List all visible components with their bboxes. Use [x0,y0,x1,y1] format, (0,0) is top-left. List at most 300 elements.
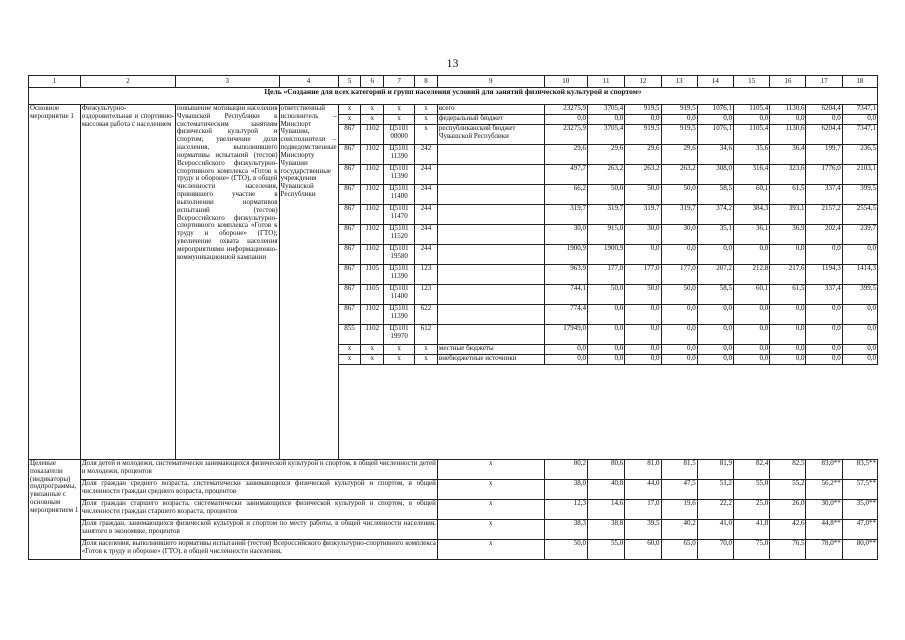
column-number: 11 [588,76,625,88]
column-number: 4 [279,76,338,88]
indicator-value: 80,0** [842,540,877,560]
indicator-value: 50,0 [544,540,587,560]
indicator-value: 19,6 [661,500,697,520]
indicator-value: 70,0 [697,540,733,560]
funding-source: республиканский бюджет Чувашской Республики [437,125,544,145]
amount-cell: 7347,1 [842,125,877,145]
target-article-code: Ц5101 00000 [384,125,415,145]
amount-cell: 34,6 [697,145,733,165]
section-code: 1105 [361,285,384,305]
amount-cell: 0,0 [588,305,625,325]
funding-source: федеральный бюджет [437,115,544,125]
target-article-code: Ц5101 11520 [384,225,415,245]
funding-source [437,225,544,245]
funding-source [437,265,544,285]
amount-cell: 29,6 [544,145,587,165]
amount-cell: 919,5 [661,105,697,115]
amount-cell: 0,0 [770,115,806,125]
amount-cell: 319,7 [588,205,625,225]
target-article-code: Ц5101 11390 [384,145,415,165]
amount-cell: 316,4 [734,165,770,185]
indicator-row [29,540,878,560]
amount-cell: 0,0 [588,115,625,125]
amount-cell: 0,0 [697,305,733,325]
funding-source: всего [437,105,544,115]
amount-cell: 202,4 [806,225,842,245]
amount-cell: 29,6 [625,145,661,165]
grbs-code: 867 [338,285,361,305]
amount-cell: 0,0 [661,115,697,125]
amount-cell: 399,5 [842,285,877,305]
grbs-code: 867 [338,185,361,205]
event-name: Основное мероприятие 1 [29,105,81,460]
expense-type-code: x [415,345,438,355]
amount-cell: 0,0 [842,245,877,265]
amount-cell: 50,0 [588,285,625,305]
indicator-value: 38,8 [588,520,625,540]
amount-cell: 0,0 [661,345,697,355]
amount-cell: 0,0 [625,245,661,265]
column-number: 10 [544,76,587,88]
amount-cell: 50,0 [625,185,661,205]
amount-cell: 0,0 [770,355,806,365]
amount-cell: 6204,4 [806,125,842,145]
amount-cell: 1776,0 [806,165,842,185]
indicator-value: 55,0 [588,540,625,560]
amount-cell: 35,1 [697,225,733,245]
expense-type-code: x [415,125,438,145]
section-code: 1102 [361,185,384,205]
section-code: 1102 [361,225,384,245]
indicator-value: 76,5 [770,540,806,560]
amount-cell: 0,0 [734,245,770,265]
indicator-x: x [437,500,544,520]
amount-cell: 236,5 [842,145,877,165]
funding-source: местные бюджеты [437,345,544,355]
amount-cell: 0,0 [806,305,842,325]
amount-cell: 0,0 [734,115,770,125]
amount-cell: 207,2 [697,265,733,285]
amount-cell: 393,1 [770,205,806,225]
expense-type-code: x [415,115,438,125]
indicator-value: 44,0 [625,480,661,500]
indicator-x: x [437,480,544,500]
amount-cell: 0,0 [661,355,697,365]
amount-cell: 0,0 [625,345,661,355]
column-number: 13 [661,76,697,88]
column-number: 3 [176,76,280,88]
target-article-code: Ц5101 11400 [384,185,415,205]
section-code: 1102 [361,145,384,165]
section-code: x [361,105,384,115]
section-code: 1102 [361,205,384,225]
amount-cell: 319,7 [544,205,587,225]
column-number: 14 [697,76,733,88]
funding-row [29,105,878,115]
indicator-value: 57,5** [842,480,877,500]
amount-cell: 1076,1 [697,125,733,145]
amount-cell: 61,5 [770,185,806,205]
amount-cell: 50,0 [661,185,697,205]
amount-cell: 337,4 [806,185,842,205]
amount-cell: 1130,6 [770,125,806,145]
column-number: 18 [842,76,877,88]
section-code: 1102 [361,125,384,145]
amount-cell: 0,0 [806,245,842,265]
indicator-value: 78,0** [806,540,842,560]
amount-cell: 50,0 [588,185,625,205]
indicator-value: 83,5** [842,460,877,480]
amount-cell: 0,0 [697,345,733,355]
expense-type-code: 242 [415,145,438,165]
grbs-code: 867 [338,165,361,185]
funding-source [437,165,544,185]
grbs-code: x [338,355,361,365]
amount-cell: 263,2 [588,165,625,185]
amount-cell: 0,0 [842,325,877,345]
amount-cell: 1105,4 [734,125,770,145]
funding-source [437,325,544,345]
indicator-value: 30,0** [806,500,842,520]
expense-type-code: 123 [415,285,438,305]
column-number: 2 [80,76,175,88]
amount-cell: 58,5 [697,185,733,205]
amount-cell: 0,0 [842,115,877,125]
amount-cell: 30,0 [625,225,661,245]
section-code: 1105 [361,265,384,285]
amount-cell: 0,0 [734,325,770,345]
amount-cell: 319,7 [625,205,661,225]
amount-cell: 0,0 [588,345,625,355]
amount-cell: 308,0 [697,165,733,185]
indicator-value: 14,6 [588,500,625,520]
target-article-code: x [384,355,415,365]
indicator-value: 82,5 [770,460,806,480]
indicator-value: 25,0 [734,500,770,520]
indicator-value: 22,2 [697,500,733,520]
amount-cell: 177,0 [625,265,661,285]
indicator-value: 80,6 [588,460,625,480]
target-article-code: x [384,345,415,355]
indicator-value: 40,2 [661,520,697,540]
amount-cell: 0,0 [625,115,661,125]
grbs-code: 867 [338,125,361,145]
amount-cell: 17949,0 [544,325,587,345]
amount-cell: 0,0 [661,245,697,265]
amount-cell: 919,5 [661,125,697,145]
amount-cell: 217,6 [770,265,806,285]
grbs-code: 855 [338,325,361,345]
indicator-value: 41,8 [734,520,770,540]
amount-cell: 337,4 [806,285,842,305]
indicator-text: Доля детей и молодежи, систематически занимающихся физической культурой и спортом, в общей численности детей и молодежи, процентов [80,460,437,480]
amount-cell: 0,0 [734,355,770,365]
indicator-value: 83,0** [806,460,842,480]
amount-cell: 0,0 [661,305,697,325]
budget-table [28,75,878,560]
indicator-value: 65,0 [661,540,697,560]
amount-cell: 774,4 [544,305,587,325]
indicator-value: 81,5 [661,460,697,480]
amount-cell: 29,6 [588,145,625,165]
indicator-value: 17,0 [625,500,661,520]
amount-cell: 323,6 [770,165,806,185]
column-number: 6 [361,76,384,88]
section-code: 1102 [361,305,384,325]
amount-cell: 0,0 [770,345,806,355]
amount-cell: 0,0 [734,305,770,325]
amount-cell: 0,0 [806,355,842,365]
amount-cell: 497,7 [544,165,587,185]
amount-cell: 0,0 [842,345,877,355]
expense-type-code: x [415,355,438,365]
amount-cell: 30,0 [544,225,587,245]
indicator-text: Доля граждан старшего возраста, систематически занимающихся физической культурой и спортом, в общей численности граждан старшего возраста, процентов [80,500,437,520]
amount-cell: 23275,9 [544,125,587,145]
section-code: x [361,355,384,365]
target-article-code: Ц5101 19580 [384,245,415,265]
amount-cell: 3705,4 [588,125,625,145]
amount-cell: 0,0 [697,325,733,345]
amount-cell: 919,5 [625,125,661,145]
amount-cell: 0,0 [806,345,842,355]
indicator-value: 26,0 [770,500,806,520]
event-executors: ответственный исполнитель – Минспорт Чувашии, соисполнители – подведомственные Минспорту Чувашии государственные учреждения Чувашской Республики [279,105,338,460]
amount-cell: 0,0 [544,355,587,365]
amount-cell: 60,1 [734,285,770,305]
funding-source [437,185,544,205]
target-article-code: Ц5101 11400 [384,285,415,305]
indicator-x: x [437,520,544,540]
section-code: 1102 [361,325,384,345]
indicator-value: 60,0 [625,540,661,560]
expense-type-code: 622 [415,305,438,325]
indicator-value: 41,0 [697,520,733,540]
indicator-value: 55,0 [734,480,770,500]
grbs-code: 867 [338,225,361,245]
amount-cell: 0,0 [770,325,806,345]
expense-type-code: 123 [415,265,438,285]
indicator-value: 80,2 [544,460,587,480]
funding-source [437,285,544,305]
column-number: 9 [437,76,544,88]
amount-cell: 0,0 [625,355,661,365]
amount-cell: 384,3 [734,205,770,225]
funding-source [437,245,544,265]
target-article-code: Ц5101 19970 [384,325,415,345]
indicator-value: 81,9 [697,460,733,480]
amount-cell: 1130,6 [770,105,806,115]
amount-cell: 263,2 [625,165,661,185]
indicator-value: 47,5 [661,480,697,500]
amount-cell: 29,6 [661,145,697,165]
target-article-code: Ц5101 11470 [384,205,415,225]
expense-type-code: 244 [415,165,438,185]
indicator-value: 55,2 [770,480,806,500]
amount-cell: 177,0 [661,265,697,285]
amount-cell: 1414,3 [842,265,877,285]
indicator-row [29,520,878,540]
grbs-code: x [338,115,361,125]
amount-cell: 319,7 [661,205,697,225]
expense-type-code: 244 [415,225,438,245]
indicator-text: Доля граждан среднего возраста, систематически занимающихся физической культурой и спортом, в общей численности граждан среднего возраста, процентов [80,480,437,500]
indicator-value: 82,4 [734,460,770,480]
section-code: x [361,115,384,125]
amount-cell: 30,0 [661,225,697,245]
amount-cell: 1105,4 [734,105,770,115]
indicator-value: 44,8** [806,520,842,540]
indicator-row [29,460,878,480]
grbs-code: x [338,105,361,115]
amount-cell: 0,0 [806,115,842,125]
expense-type-code: x [415,105,438,115]
amount-cell: 50,0 [625,285,661,305]
amount-cell: 66,2 [544,185,587,205]
indicator-value: 40,8 [588,480,625,500]
column-number: 12 [625,76,661,88]
amount-cell: 3705,4 [588,105,625,115]
indicator-row [29,480,878,500]
amount-cell: 2157,2 [806,205,842,225]
column-number: 17 [806,76,842,88]
column-number: 1 [29,76,81,88]
amount-cell: 919,5 [625,105,661,115]
amount-cell: 399,5 [842,185,877,205]
section-code: x [361,345,384,355]
amount-cell: 7347,1 [842,105,877,115]
amount-cell: 0,0 [734,345,770,355]
amount-cell: 239,7 [842,225,877,245]
column-number: 16 [770,76,806,88]
amount-cell: 0,0 [544,115,587,125]
indicator-x: x [437,540,544,560]
amount-cell: 60,1 [734,185,770,205]
grbs-code: 867 [338,305,361,325]
amount-cell: 0,0 [770,305,806,325]
amount-cell: 0,0 [770,245,806,265]
amount-cell: 2103,1 [842,165,877,185]
amount-cell: 6204,4 [806,105,842,115]
indicator-value: 81,0 [625,460,661,480]
expense-type-code: 244 [415,185,438,205]
indicator-value: 56,2** [806,480,842,500]
amount-cell: 0,0 [625,325,661,345]
amount-cell: 0,0 [588,325,625,345]
amount-cell: 0,0 [588,355,625,365]
indicator-value: 12,3 [544,500,587,520]
amount-cell: 0,0 [697,245,733,265]
amount-cell: 35,6 [734,145,770,165]
section-code: 1102 [361,165,384,185]
amount-cell: 0,0 [806,325,842,345]
amount-cell: 0,0 [544,345,587,355]
amount-cell: 1900,9 [588,245,625,265]
grbs-code: 867 [338,265,361,285]
amount-cell: 0,0 [697,115,733,125]
column-number: 7 [384,76,415,88]
grbs-code: x [338,345,361,355]
expense-type-code: 244 [415,245,438,265]
grbs-code: 867 [338,145,361,165]
page-number: 13 [446,56,459,70]
indicator-value: 42,6 [770,520,806,540]
amount-cell: 23275,9 [544,105,587,115]
target-article-code: Ц5101 11390 [384,265,415,285]
indicator-value: 35,0** [842,500,877,520]
target-article-code: Ц5101 11390 [384,305,415,325]
column-number: 8 [415,76,438,88]
empty-cell [338,365,877,460]
column-number: 15 [734,76,770,88]
target-article-code: x [384,115,415,125]
amount-cell: 744,1 [544,285,587,305]
amount-cell: 0,0 [697,355,733,365]
amount-cell: 36,4 [770,145,806,165]
expense-type-code: 244 [415,205,438,225]
amount-cell: 263,2 [661,165,697,185]
column-number: 5 [338,76,361,88]
goal-title: Цель «Создание для всех категорий и групп населения условий для занятий физической культурой и спортом» [29,88,878,105]
amount-cell: 374,2 [697,205,733,225]
indicator-text: Доля населения, выполнившего нормативы испытаний (тестов) Всероссийского физкультурно-спортивного комплекса «Готов к труду и обороне» (ГТО), в общей численности населения, [80,540,437,560]
amount-cell: 1076,1 [697,105,733,115]
indicator-value: 51,2 [697,480,733,500]
amount-cell: 199,7 [806,145,842,165]
amount-cell: 58,5 [697,285,733,305]
indicator-value: 47,0** [842,520,877,540]
expense-type-code: 612 [415,325,438,345]
amount-cell: 0,0 [625,305,661,325]
indicator-value: 75,0 [734,540,770,560]
target-article-code: x [384,105,415,115]
indicators-label: Целевые показатели (индикаторы) подпрограммы, увязанные с основным мероприятием 1 [29,460,81,560]
amount-cell: 915,0 [588,225,625,245]
funding-source [437,145,544,165]
grbs-code: 867 [338,205,361,225]
goal-row [29,88,878,105]
indicator-value: 39,5 [625,520,661,540]
amount-cell: 36,1 [734,225,770,245]
amount-cell: 36,9 [770,225,806,245]
amount-cell: 0,0 [661,325,697,345]
amount-cell: 50,0 [661,285,697,305]
funding-source: внебюджетные источники [437,355,544,365]
section-code: 1102 [361,245,384,265]
amount-cell: 1194,3 [806,265,842,285]
funding-source [437,205,544,225]
grbs-code: 867 [338,245,361,265]
amount-cell: 212,8 [734,265,770,285]
indicator-row [29,500,878,520]
event-description: Физкультурно-оздоровительная и спортивно-массовая работа с населением [80,105,175,460]
indicator-value: 38,3 [544,520,587,540]
amount-cell: 2554,5 [842,205,877,225]
target-article-code: Ц5101 11390 [384,165,415,185]
amount-cell: 0,0 [842,355,877,365]
event-expected-result: повышение мотивации населения Чувашской Республики к систематическим занятиям физической культурой и спортом; увеличение доли населения, выполнившего нормативы испытаний (тестов) Всероссийского физкультурно-спортивного комплекса «Готов к труду и обороне» (ГТО), в общей численности населения, принявшего участие в выполнении нормативов испытаний (тестов) Всероссийского физкультурно-спортивного комплекса «Готов к труду и обороне» (ГТО); увеличение охвата населения мероприятиями информационно-коммуникационной кампании [176,105,280,460]
amount-cell: 177,0 [588,265,625,285]
indicator-text: Доля граждан, занимающихся физической культурой и спортом по месту работы, в общей численности населения, занятого в экономике, процентов [80,520,437,540]
column-numbers-row [29,76,878,88]
funding-source [437,305,544,325]
amount-cell: 0,0 [842,305,877,325]
indicator-x: x [437,460,544,480]
amount-cell: 61,5 [770,285,806,305]
amount-cell: 963,9 [544,265,587,285]
amount-cell: 1900,9 [544,245,587,265]
indicator-value: 38,0 [544,480,587,500]
